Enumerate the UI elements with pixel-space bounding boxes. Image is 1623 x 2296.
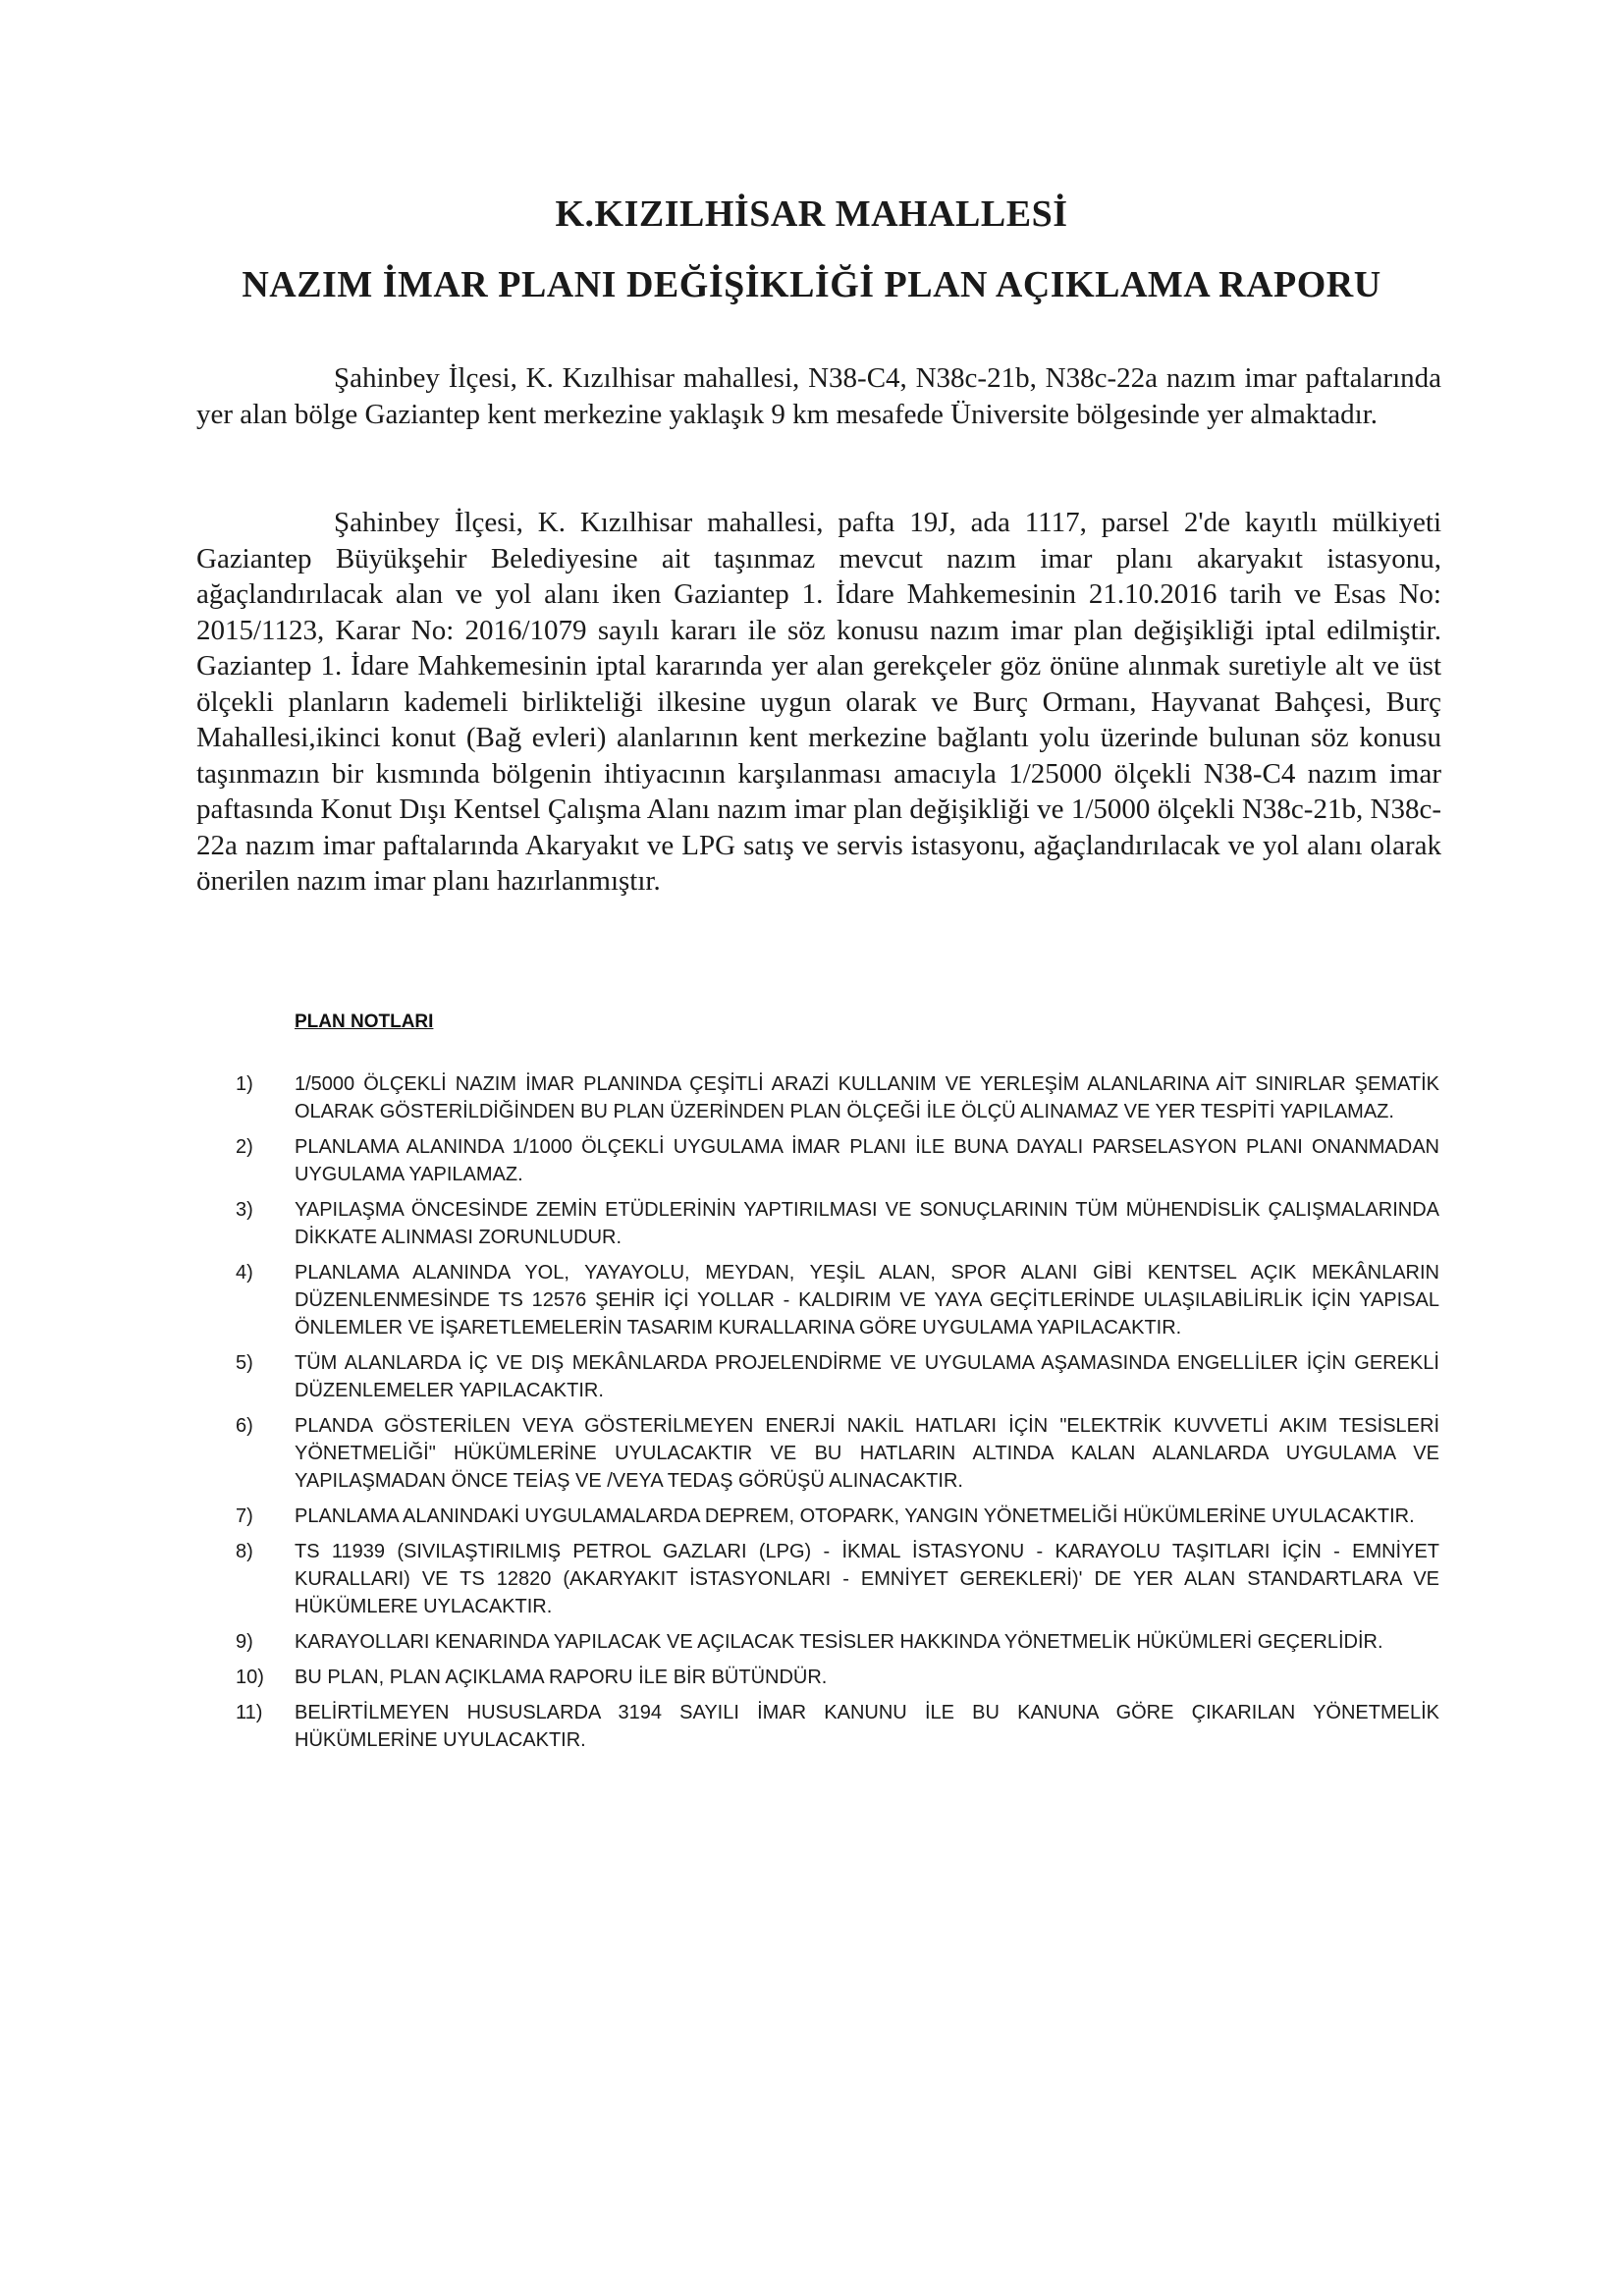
plan-note-text: TS 11939 (SIVILAŞTIRILMIŞ PETROL GAZLARI (LPG) - İKMAL İSTASYONU - KARAYOLU TAŞITLARI İÇİN - EMNİYET KURALLARI) VE TS 12820 (AKARYAKIT İSTASYONLARI - EMNİYET GEREKLERİ)' DE YER ALAN STANDARTLARA VE HÜKÜMLERE UYLACAKTIR. [295, 1541, 1439, 1617]
plan-note-number: 10) [236, 1667, 264, 1688]
plan-note-text: BELİRTİLMEYEN HUSUSLARDA 3194 SAYILI İMAR KANUNU İLE BU KANUNA GÖRE ÇIKARILAN YÖNETMELİK HÜKÜMLERİNE UYULACAKTIR. [295, 1702, 1439, 1751]
plan-note [236, 1664, 1439, 1691]
plan-note-text: PLANDA GÖSTERİLEN VEYA GÖSTERİLMEYEN ENERJİ NAKİL HATLARI İÇİN "ELEKTRİK KUVVETLİ AKIM TESİSLERİ YÖNETMELİĞİ" HÜKÜMLERİNE UYULACAKTIR VE BU HATLARIN ALTINDA KALAN ALANLARDA UYGULAMA VE YAPILAŞMADAN ÖNCE TEİAŞ VE /VEYA TEDAŞ GÖRÜŞÜ ALINACAKTIR. [295, 1415, 1439, 1492]
plan-note-number: 5) [236, 1352, 253, 1374]
plan-notes-heading: PLAN NOTLARI [295, 1011, 434, 1032]
plan-note-number: 9) [236, 1631, 253, 1653]
plan-note-number: 11) [236, 1702, 263, 1723]
plan-note-text: 1/5000 ÖLÇEKLİ NAZIM İMAR PLANINDA ÇEŞİTLİ ARAZİ KULLANIM VE YERLEŞİM ALANLARINA AİT SINIRLAR ŞEMATİK OLARAK GÖSTERİLDİĞİNDEN BU PLAN ÜZERİNDEN PLAN ÖLÇEĞİ İLE ÖLÇÜ ALINAMAZ VE YER TESPİTİ YAPILAMAZ. [295, 1073, 1439, 1122]
plan-note-number: 2) [236, 1136, 253, 1158]
plan-note-text: KARAYOLLARI KENARINDA YAPILACAK VE AÇILACAK TESİSLER HAKKINDA YÖNETMELİK HÜKÜMLERİ GEÇERLİDİR. [295, 1631, 1383, 1653]
plan-note-number: 6) [236, 1415, 253, 1437]
plan-note [236, 1503, 1439, 1530]
plan-note [236, 1133, 1439, 1188]
plan-note [236, 1349, 1439, 1404]
plan-note-text: PLANLAMA ALANINDA 1/1000 ÖLÇEKLİ UYGULAMA İMAR PLANI İLE BUNA DAYALI PARSELASYON PLANI ONANMADAN UYGULAMA YAPILAMAZ. [295, 1136, 1439, 1185]
page-title: K.KIZILHİSAR MAHALLESİ [555, 193, 1068, 235]
plan-note [236, 1412, 1439, 1495]
plan-note [236, 1538, 1439, 1620]
plan-note [236, 1259, 1439, 1341]
plan-notes-list [236, 1070, 1439, 1762]
plan-note-number: 3) [236, 1199, 253, 1221]
plan-note [236, 1628, 1439, 1656]
intro-paragraph: Şahinbey İlçesi, K. Kızılhisar mahallesi, N38-C4, N38c-21b, N38c-22a nazım imar paftalarında yer alan bölge Gaziantep kent merkezine yaklaşık 9 km mesafede Üniversite bölgesinde yer almaktadır. [196, 362, 1441, 430]
plan-note-text: TÜM ALANLARDA İÇ VE DIŞ MEKÂNLARDA PROJELENDİRME VE UYGULAMA AŞAMASINDA ENGELLİLER İÇİN GEREKLİ DÜZENLEMELER YAPILACAKTIR. [295, 1352, 1439, 1401]
plan-note-number: 4) [236, 1262, 253, 1284]
plan-note-text: BU PLAN, PLAN AÇIKLAMA RAPORU İLE BİR BÜTÜNDÜR. [295, 1667, 828, 1688]
plan-note-number: 1) [236, 1073, 253, 1095]
page-subtitle: NAZIM İMAR PLANI DEĞİŞİKLİĞİ PLAN AÇIKLAMA RAPORU [242, 264, 1381, 305]
detail-paragraph: Şahinbey İlçesi, K. Kızılhisar mahallesi, pafta 19J, ada 1117, parsel 2'de kayıtlı mülkiyeti Gaziantep Büyükşehir Belediyesine ait taşınmaz mevcut nazım imar planı akaryakıt istasyonu, ağaçlandırılacak alan ve yol alanı iken Gaziantep 1. İdare Mahkemesinin 21.10.2016 tarih ve Esas No: 2015/1123, Karar No: 2016/1079 sayılı kararı ile söz konusu nazım imar plan değişikliği iptal edilmiştir. Gaziantep 1. İdare Mahkemesinin iptal kararında yer alan gerekçeler göz önüne alınmak suretiyle alt ve üst ölçekli planların kademeli birlikteliği ilkesine uygun olarak ve Burç Ormanı, Hayvanat Bahçesi, Burç Mahallesi,ikinci konut (Bağ evleri) alanlarının kent merkezine bağlantı yolu üzerinde bulunan söz konusu taşınmazın bir kısmında bölgenin ihtiyacının karşılanması amacıyla 1/25000 ölçekli N38-C4 nazım imar paftasında Konut Dışı Kentsel Çalışma Alanı nazım imar plan değişikliği ve 1/5000 ölçekli N38c-21b, N38c-22a nazım imar paftalarında Akaryakıt ve LPG satış ve servis istasyonu, ağaçlandırılacak ve yol alanı olarak önerilen nazım imar planı hazırlanmıştır. [196, 507, 1441, 897]
plan-note-text: PLANLAMA ALANINDA YOL, YAYAYOLU, MEYDAN, YEŞİL ALAN, SPOR ALANI GİBİ KENTSEL AÇIK MEKÂNLARIN DÜZENLENMESİNDE TS 12576 ŞEHİR İÇİ YOLLAR - KALDIRIM VE YAYA GEÇİTLERİNDE ULAŞILABİLİRLİK İÇİN YAPISAL ÖNLEMLER VE İŞARETLEMELERİN TASARIM KURALLARINA GÖRE UYGULAMA YAPILACAKTIR. [295, 1262, 1439, 1339]
plan-note-number: 7) [236, 1505, 253, 1527]
plan-note-text: PLANLAMA ALANINDAKİ UYGULAMALARDA DEPREM, OTOPARK, YANGIN YÖNETMELİĞİ HÜKÜMLERİNE UYULACAKTIR. [295, 1505, 1415, 1527]
plan-note [236, 1699, 1439, 1754]
plan-note-number: 8) [236, 1541, 253, 1562]
plan-note [236, 1070, 1439, 1125]
plan-note [236, 1196, 1439, 1251]
plan-note-text: YAPILAŞMA ÖNCESİNDE ZEMİN ETÜDLERİNİN YAPTIRILMASI VE SONUÇLARININ TÜM MÜHENDİSLİK ÇALIŞMALARINDA DİKKATE ALINMASI ZORUNLUDUR. [295, 1199, 1439, 1248]
